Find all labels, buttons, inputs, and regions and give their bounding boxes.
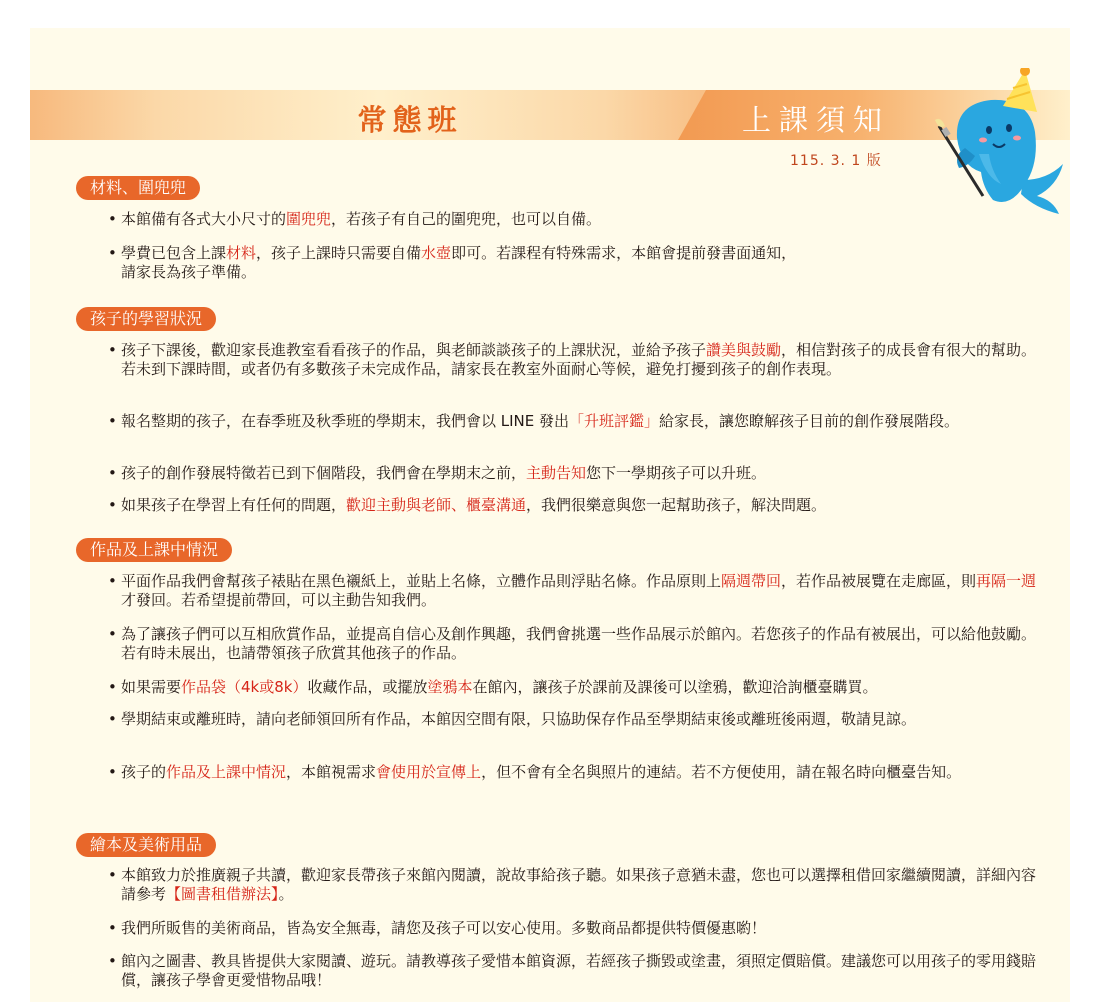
bullet-dot: • bbox=[108, 412, 117, 430]
book-rental-link: 【圖書租借辦法】 bbox=[166, 885, 279, 903]
bullet-item: • 本館備有各式大小尺寸的圍兜兜，若孩子有自己的圍兜兜，也可以自備。 bbox=[108, 210, 602, 228]
bullet-dot: • bbox=[108, 496, 117, 514]
bullet-dot: • bbox=[108, 572, 117, 590]
bullet-item: • 孩子下課後，歡迎家長進教室看看孩子的作品，與老師談談孩子的上課狀況，並給予孩子讚美與鼓勵，相信對孩子的成長會有很大的幫助。若未到下課時間，或者仍有多數孩子未完成作品，請家長在教室外面耐心等候，避免打擾到孩子的創作表現。 bbox=[108, 341, 1037, 378]
bullet-dot: • bbox=[108, 710, 117, 728]
bullet-item: • 學費已包含上課材料，孩子上課時只需要自備水壺即可。若課程有特殊需求，本館會提前發書面通知， 請家長為孩子準備。 bbox=[108, 244, 797, 281]
bullet-dot: • bbox=[108, 244, 117, 262]
whale-mascot-icon bbox=[935, 68, 1070, 218]
section-label-artwork: 作品及上課中情況 bbox=[76, 538, 232, 562]
bullet-item: • 孩子的創作發展特徵若已到下個階段，我們會在學期末之前，主動告知您下一學期孩子可以升班。 bbox=[108, 464, 767, 482]
section-label-picture-books: 繪本及美術用品 bbox=[76, 833, 216, 857]
section-label-materials: 材料、圍兜兜 bbox=[76, 176, 200, 200]
page-subtitle: 上課須知 bbox=[742, 103, 891, 137]
bullet-item: • 館內之圖書、教具皆提供大家閱讀、遊玩。請教導孩子愛惜本館資源，若經孩子撕毀或塗畫，須照定價賠償。建議您可以用孩子的零用錢賠償，讓孩子學會更愛惜物品哦！ bbox=[108, 952, 1037, 989]
bullet-dot: • bbox=[108, 210, 117, 228]
notice-panel bbox=[30, 28, 1070, 1002]
section-label-learning-status: 孩子的學習狀況 bbox=[76, 307, 216, 331]
bullet-item: • 孩子的作品及上課中情況，本館視需求會使用於宣傳上，但不會有全名與照片的連結。若不方便使用，請在報名時向櫃臺告知。 bbox=[108, 763, 962, 781]
bullet-item: • 平面作品我們會幫孩子裱貼在黑色襯紙上，並貼上名條，立體作品則浮貼名條。作品原則上隔週帶回，若作品被展覽在走廊區，則再隔一週才發回。若希望提前帶回，可以主動告知我們。 bbox=[108, 572, 1037, 609]
bullet-item: • 為了讓孩子們可以互相欣賞作品，並提高自信心及創作興趣，我們會挑選一些作品展示於館內。若您孩子的作品有被展出，可以給他鼓勵。若有時未展出，也請帶領孩子欣賞其他孩子的作品。 bbox=[108, 625, 1037, 662]
bullet-item: • 如果孩子在學習上有任何的問題，歡迎主動與老師、櫃臺溝通，我們很樂意與您一起幫助孩子，解決問題。 bbox=[108, 496, 827, 514]
bullet-dot: • bbox=[108, 341, 117, 359]
page-title: 常態班 bbox=[357, 103, 463, 137]
bullet-item: • 學期結束或離班時，請向老師領回所有作品，本館因空間有限，只協助保存作品至學期結束後或離班後兩週，敬請見諒。 bbox=[108, 710, 917, 728]
bullet-dot: • bbox=[108, 763, 117, 781]
bullet-item: • 報名整期的孩子，在春季班及秋季班的學期末，我們會以 LINE 發出「升班評鑑」給家長，讓您瞭解孩子目前的創作發展階段。 bbox=[108, 412, 960, 430]
bullet-dot: • bbox=[108, 866, 117, 884]
bullet-dot: • bbox=[108, 919, 117, 937]
bullet-dot: • bbox=[108, 625, 117, 643]
version-label: 115. 3. 1 版 bbox=[790, 153, 882, 169]
bullet-dot: • bbox=[108, 678, 117, 696]
bullet-dot: • bbox=[108, 464, 117, 482]
bullet-item: • 我們所販售的美術商品，皆為安全無毒，請您及孩子可以安心使用。多數商品都提供特價優惠喲！ bbox=[108, 919, 767, 937]
header-band bbox=[30, 90, 1070, 140]
bullet-item: • 本館致力於推廣親子共讀，歡迎家長帶孩子來館內閱讀，說故事給孩子聽。如果孩子意猶未盡，您也可以選擇租借回家繼續閱讀，詳細內容請參考【圖書租借辦法】。 bbox=[108, 866, 1037, 903]
bullet-item: • 如果需要作品袋（4k或8k）收藏作品，或擺放塗鴉本在館內，讓孩子於課前及課後可以塗鴉，歡迎洽詢櫃臺購買。 bbox=[108, 678, 878, 696]
bullet-dot: • bbox=[108, 952, 117, 970]
